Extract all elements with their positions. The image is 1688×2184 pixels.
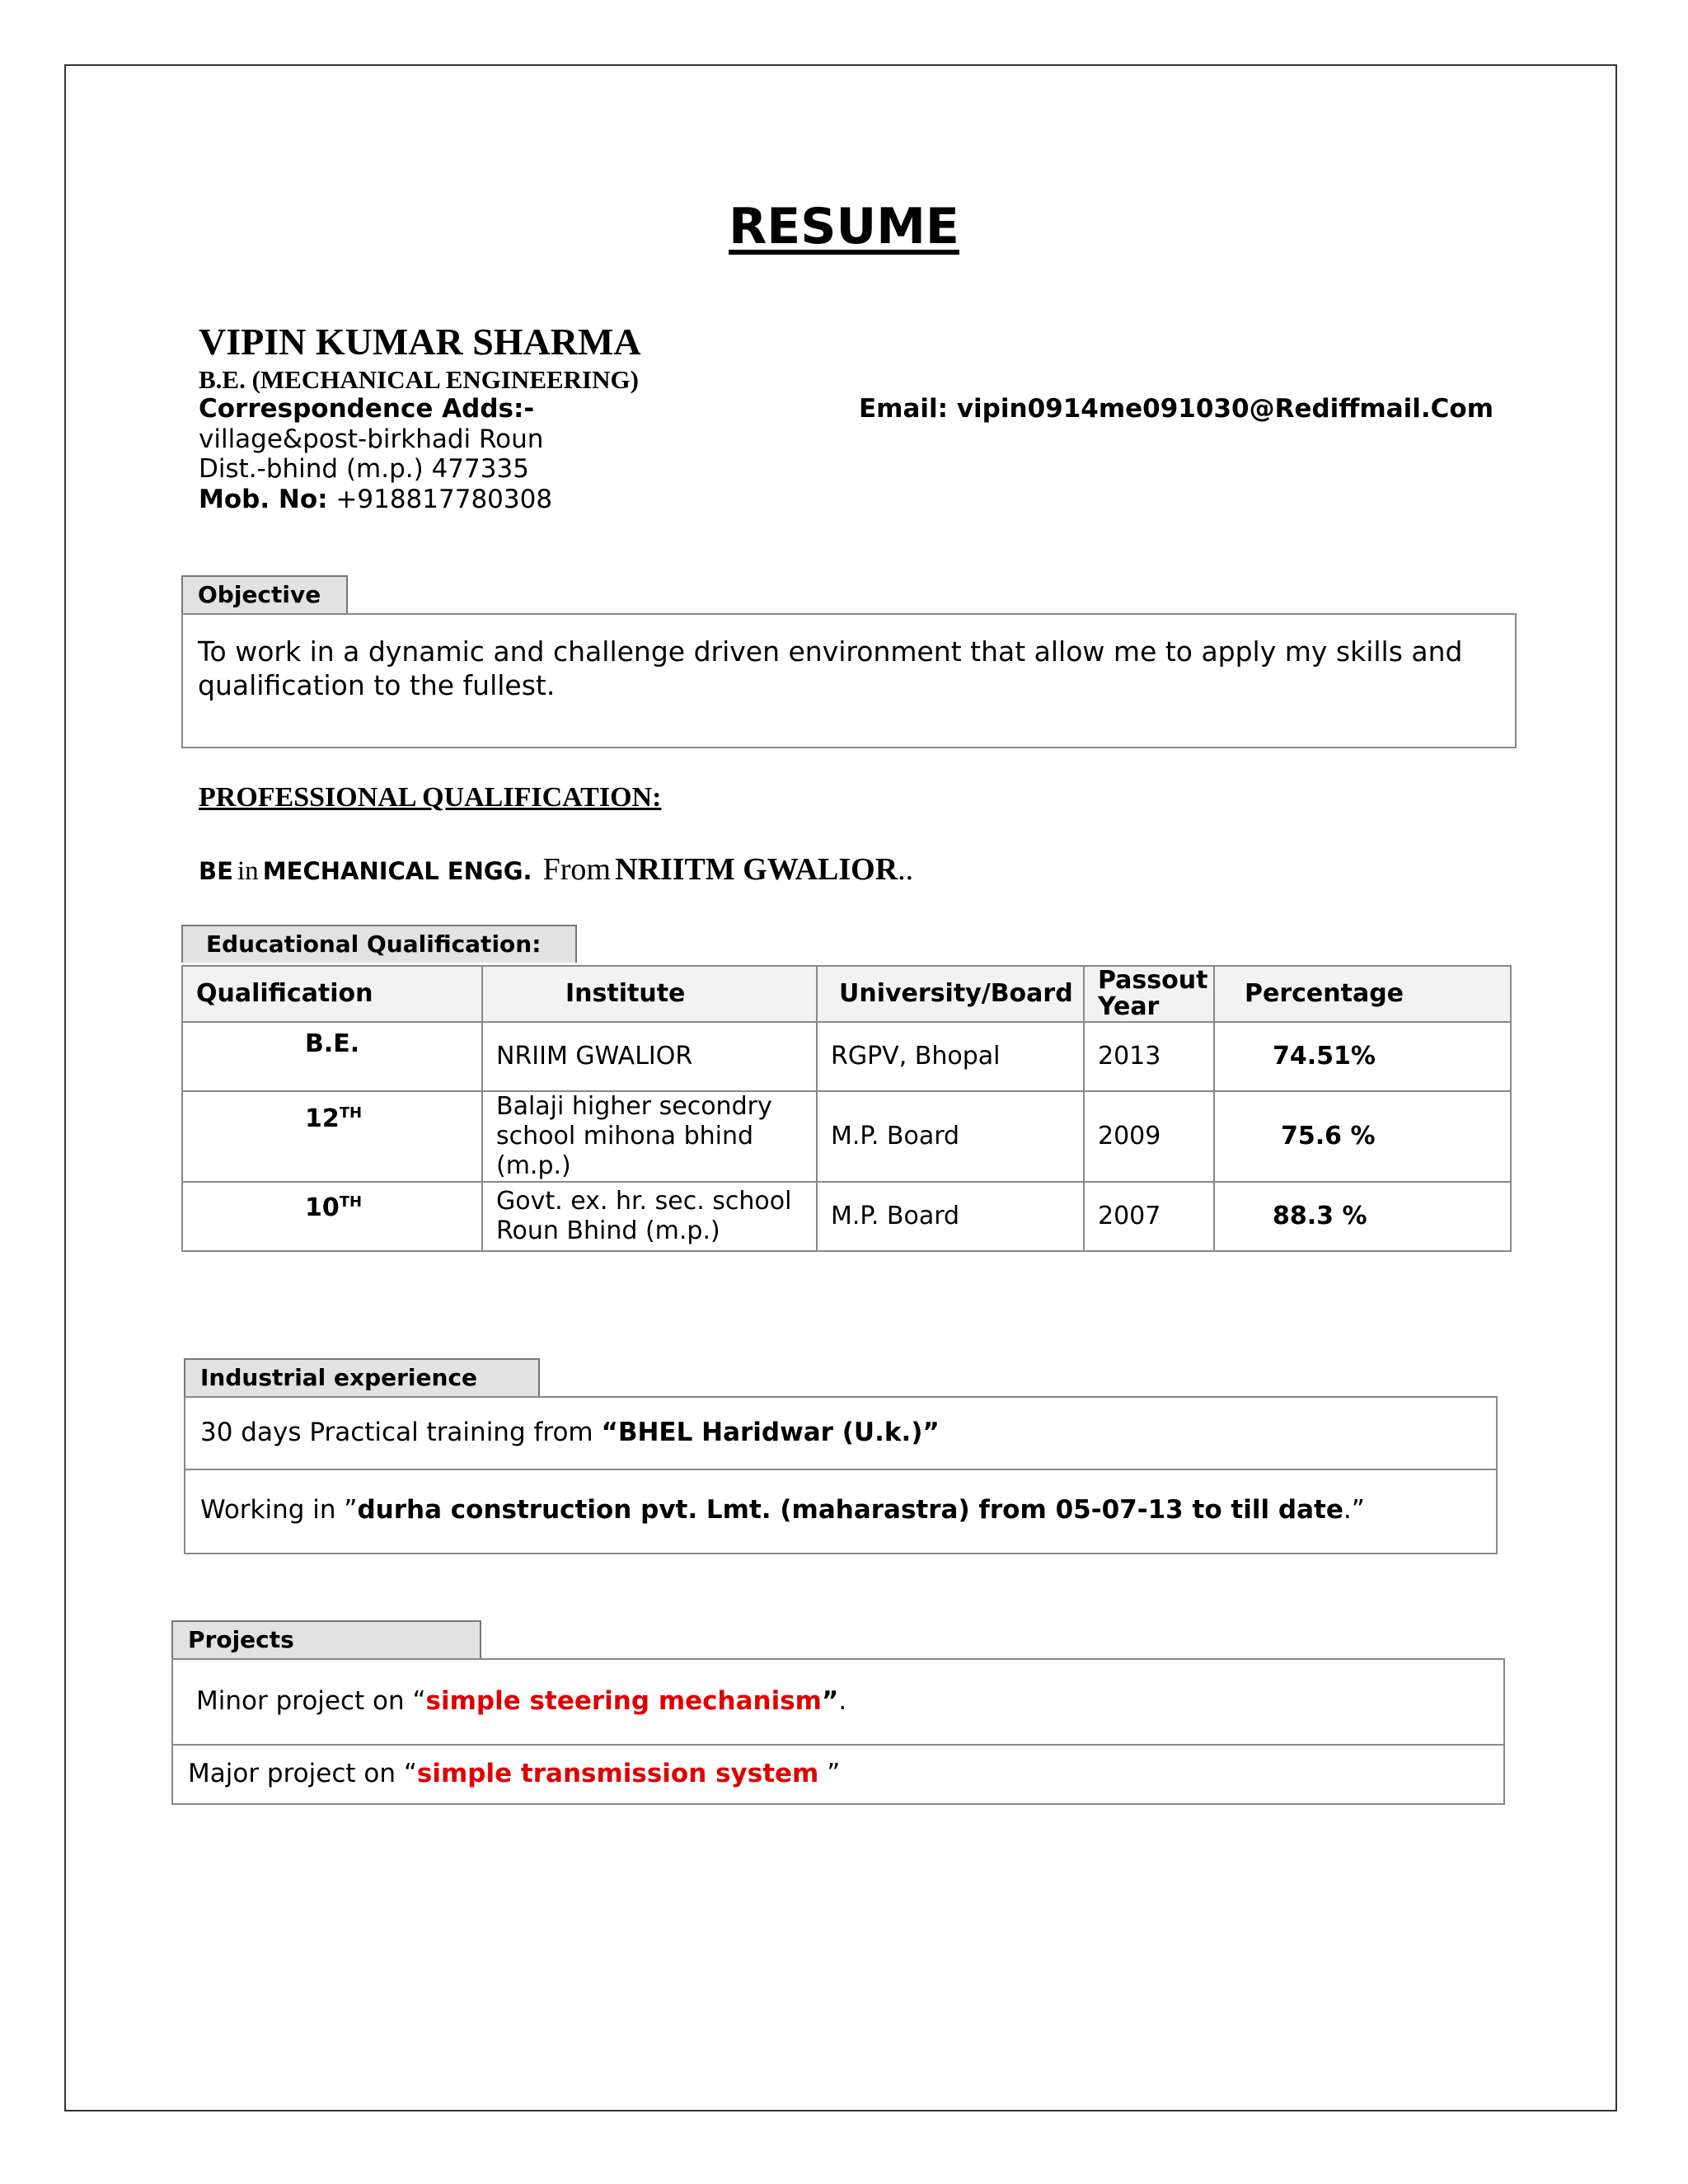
cell-institute: Govt. ex. hr. sec. school Roun Bhind (m.p.) (482, 1182, 817, 1251)
project-major: Major project on “simple transmission system ” (173, 1744, 1503, 1803)
mobile-value: +918817780308 (335, 485, 553, 514)
table-header-row (182, 966, 1511, 1022)
experience-box (184, 1396, 1498, 1554)
header-institute: Institute (482, 966, 817, 1022)
email-value: vipin0914me091030@Rediffmail.Com (956, 394, 1494, 424)
be-text: BE (199, 857, 233, 885)
experience-item-1: 30 days Practical training from “BHEL Haridwar (U.k.)” (200, 1418, 940, 1447)
cell-qualification: 12TH (182, 1091, 482, 1182)
correspondence-label: Correspondence Adds:- (199, 394, 535, 424)
cell-board: RGPV, Bhopal (817, 1022, 1084, 1091)
project-minor: Minor project on “simple steering mechanism”. (196, 1686, 847, 1716)
college-text: NRIITM GWALIOR (615, 852, 898, 887)
header-qualification: Qualification (182, 966, 482, 1022)
cell-qualification: 10TH (182, 1182, 482, 1251)
cell-percentage: 75.6 % (1214, 1091, 1511, 1182)
candidate-degree: B.E. (MECHANICAL ENGINEERING) (199, 365, 639, 394)
mobile-label: Mob. No: (199, 485, 328, 514)
table-row (182, 1182, 1511, 1251)
table-row (182, 1022, 1511, 1091)
header-passout: Passout Year (1084, 966, 1214, 1022)
objective-tab: Objective (181, 575, 348, 613)
professional-line (199, 851, 913, 888)
page-title: RESUME (729, 198, 959, 255)
objective-text (198, 635, 1462, 702)
cell-board: M.P. Board (817, 1182, 1084, 1251)
cell-institute: Balaji higher secondry school mihona bhind (m.p.) (482, 1091, 817, 1182)
mobile-line (199, 485, 552, 514)
candidate-name: VIPIN KUMAR SHARMA (199, 321, 641, 363)
from-text: From (542, 852, 611, 887)
cell-institute: NRIIM GWALIOR (482, 1022, 817, 1091)
cell-percentage: 74.51% (1214, 1022, 1511, 1091)
cell-year: 2013 (1084, 1022, 1214, 1091)
education-tab: Educational Qualification: (181, 925, 577, 963)
email-label: Email: (859, 394, 949, 424)
header-university: University/Board (817, 966, 1084, 1022)
table-row (182, 1091, 1511, 1182)
cell-qualification: B.E. (182, 1022, 482, 1091)
experience-item-2: Working in ”durha construction pvt. Lmt. (maharastra) from 05-07-13 to till date.” (185, 1469, 1496, 1553)
address-line-1: village&post-birkhadi Roun (199, 424, 544, 454)
header-percentage: Percentage (1214, 966, 1511, 1022)
experience-tab: Industrial experience (184, 1358, 540, 1396)
education-table (181, 965, 1512, 1252)
projects-box (171, 1658, 1505, 1805)
dots-text: .. (898, 852, 914, 887)
cell-year: 2009 (1084, 1091, 1214, 1182)
in-text: in (237, 856, 259, 886)
address-line-2: Dist.-bhind (m.p.) 477335 (199, 454, 529, 484)
cell-year: 2007 (1084, 1182, 1214, 1251)
cell-percentage: 88.3 % (1214, 1182, 1511, 1251)
email-line (859, 394, 1493, 424)
objective-box (181, 613, 1517, 748)
projects-tab: Projects (171, 1620, 481, 1658)
objective-line-1: To work in a dynamic and challenge driven environment that allow me to apply my skills and (198, 635, 1463, 668)
objective-line-2: qualification to the fullest. (198, 669, 556, 701)
professional-heading: PROFESSIONAL QUALIFICATION: (199, 782, 662, 813)
cell-board: M.P. Board (817, 1091, 1084, 1182)
branch-text: MECHANICAL ENGG. (262, 857, 532, 885)
